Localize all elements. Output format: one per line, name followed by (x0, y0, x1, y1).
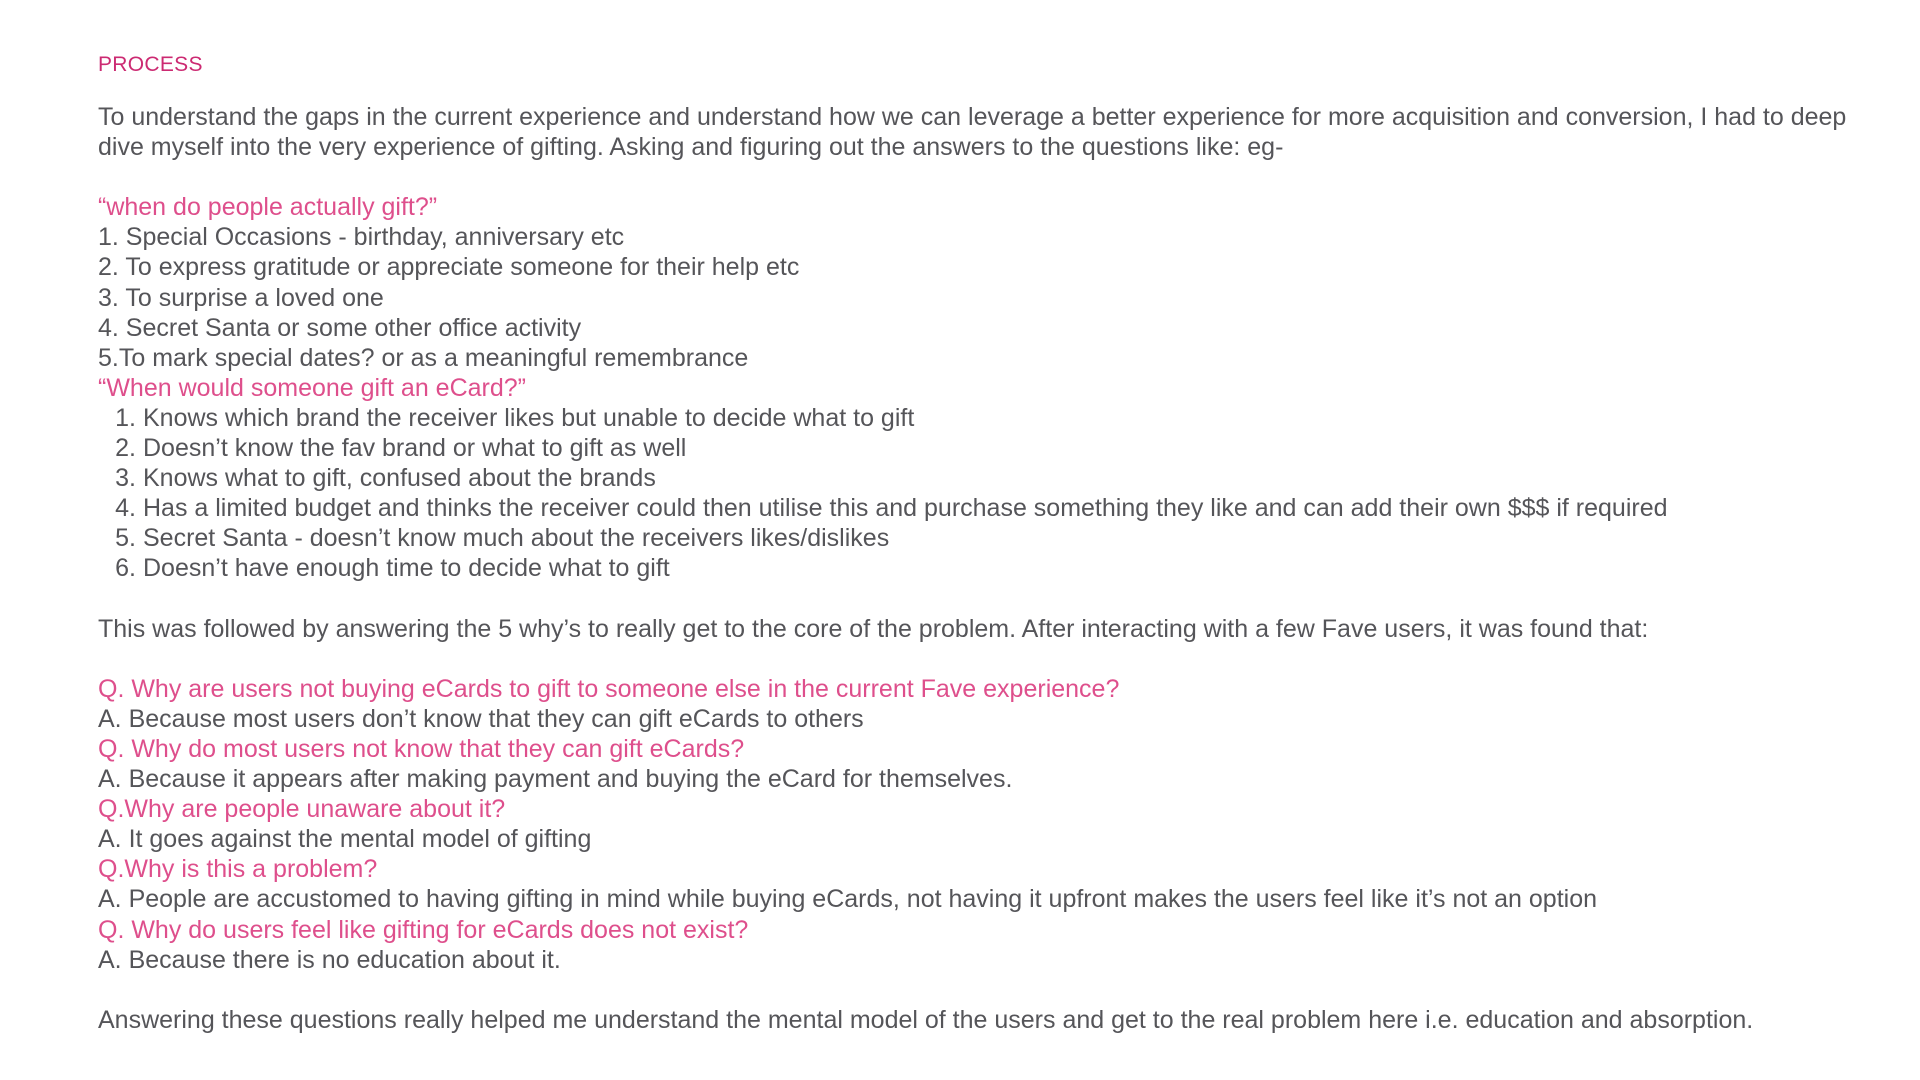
question-when-gift: “when do people actually gift?” (98, 193, 438, 222)
intro-paragraph: To understand the gaps in the current experience and understand how we can leverage a better experience for more acquisition and conversion, I had to deep dive myself into the very experience of gifting. Asking and figuring out the answers to the questions like: eg- (98, 103, 1847, 162)
list-number: 5. (115, 524, 136, 553)
list-number: 4. (115, 494, 136, 523)
section-heading: PROCESS (98, 53, 203, 76)
list-text: Doesn’t have enough time to decide what to gift (143, 554, 670, 583)
list-text: Doesn’t know the fav brand or what to gift as well (143, 434, 687, 463)
why-question: Q.Why are people unaware about it? (98, 795, 506, 824)
why-question: Q. Why do users feel like gifting for eCards does not exist? (98, 915, 749, 944)
list-text: Knows what to gift, confused about the brands (143, 464, 656, 493)
gift-reason-item: 1. Special Occasions - birthday, anniversary etc (98, 223, 625, 252)
why-question: Q. Why do most users not know that they can gift eCards? (98, 734, 745, 763)
list-text: Knows which brand the receiver likes but unable to decide what to gift (143, 403, 915, 432)
conclusion-paragraph: Answering these questions really helped me understand the mental model of the users and get to the real problem here i.e. education and absorption. (98, 1005, 1754, 1034)
why-answer: A. Because there is no education about it. (98, 945, 561, 974)
list-number: 6. (115, 554, 136, 583)
spacer (98, 975, 1898, 1005)
question-when-ecard: “When would someone gift an eCard?” (98, 373, 527, 402)
why-question: Q. Why are users not buying eCards to gift to someone else in the current Fave experience? (98, 674, 1120, 703)
why-answer: A. Because most users don’t know that they can gift eCards to others (98, 704, 864, 733)
list-item (98, 493, 1898, 523)
five-whys-intro: This was followed by answering the 5 why’s to really get to the core of the problem. After interacting with a few Fave users, it was found that: (98, 614, 1649, 643)
spacer (98, 584, 1898, 614)
gift-reason-item: 3. To surprise a loved one (98, 283, 384, 312)
process-document (98, 52, 1898, 1035)
list-text: Secret Santa - doesn’t know much about the receivers likes/dislikes (143, 524, 890, 553)
ecard-reasons-list (98, 403, 1898, 584)
list-item (98, 433, 1898, 463)
list-text: Has a limited budget and thinks the receiver could then utilise this and purchase something they like and can add their own $$$ if required (143, 494, 1668, 523)
list-item (98, 523, 1898, 553)
list-number: 1. (115, 403, 136, 432)
why-answer: A. People are accustomed to having gifting in mind while buying eCards, not having it upfront makes the users feel like it’s not an option (98, 885, 1598, 914)
list-item (98, 403, 1898, 433)
why-question: Q.Why is this a problem? (98, 855, 378, 884)
list-number: 3. (115, 464, 136, 493)
list-item (98, 463, 1898, 493)
list-number: 2. (115, 434, 136, 463)
why-answer: A. It goes against the mental model of gifting (98, 825, 592, 854)
spacer (98, 644, 1898, 674)
gift-reason-item: 2. To express gratitude or appreciate someone for their help etc (98, 253, 800, 282)
gift-reason-item: 5.To mark special dates? or as a meaningful remembrance (98, 343, 749, 372)
why-answer: A. Because it appears after making payment and buying the eCard for themselves. (98, 765, 1013, 794)
spacer (98, 162, 1898, 192)
gift-reason-item: 4. Secret Santa or some other office activity (98, 313, 582, 342)
list-item (98, 553, 1898, 583)
